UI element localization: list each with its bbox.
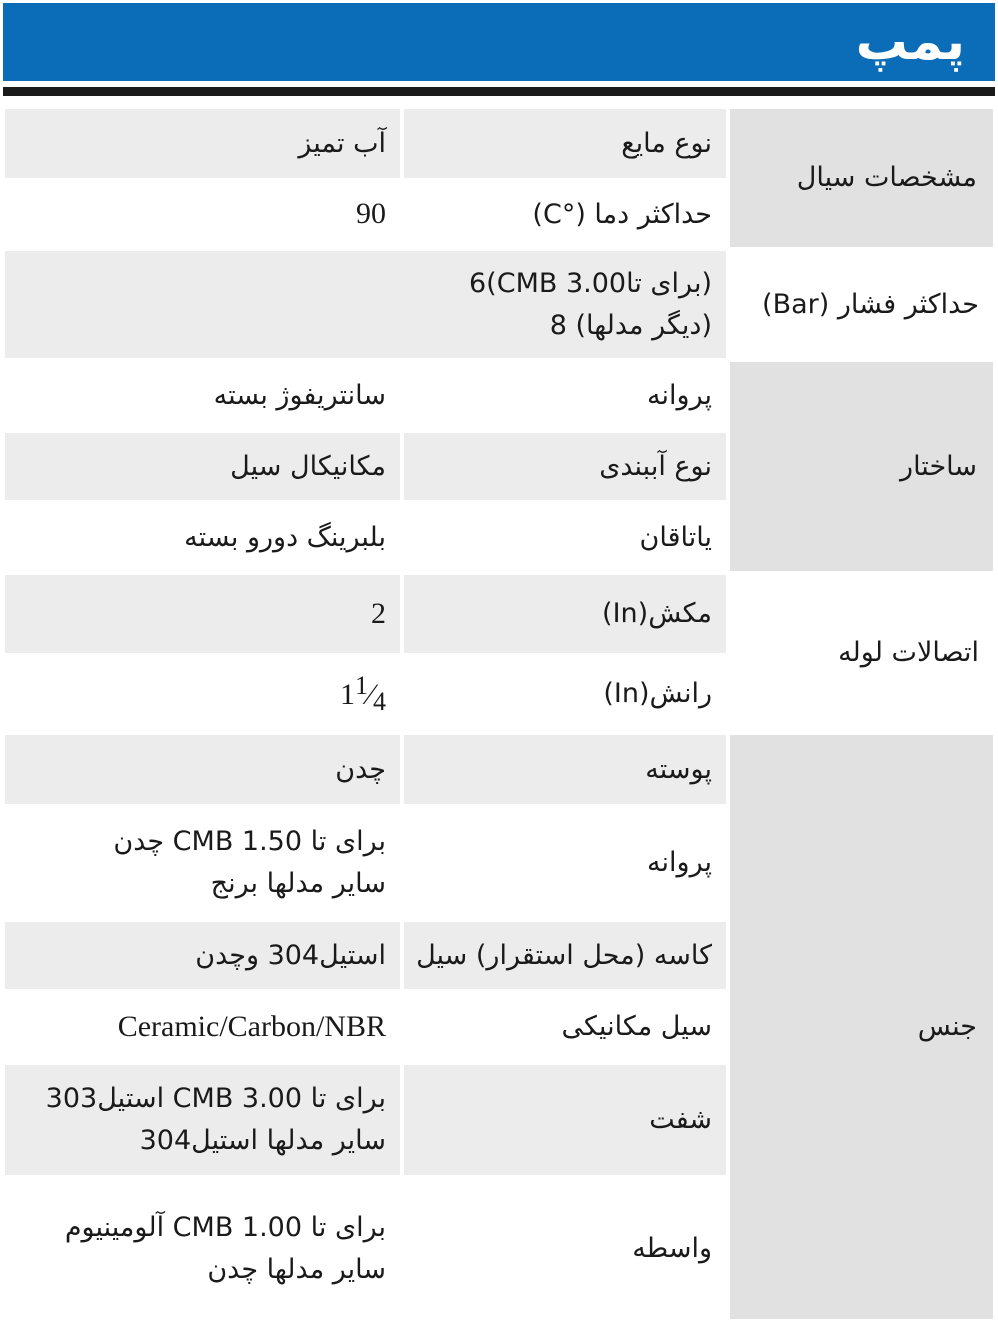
value-casing: چدن: [3, 733, 402, 806]
pressure-line-1: (برای تاCMB 3.00)6: [468, 267, 712, 299]
key-casing: پوسته: [402, 733, 728, 806]
value-seal-type: مکانیکال سیل: [3, 431, 402, 502]
value-liquid-type: آب تمیز: [3, 107, 402, 180]
category-fluid: [728, 107, 995, 249]
category-material: [728, 733, 995, 1321]
category-label: مشخصات سیال: [796, 162, 977, 194]
key-suction: مکش(In): [402, 573, 728, 655]
page-header: [3, 3, 995, 81]
key-impeller-material: پروانه: [402, 806, 728, 920]
shaft-line-1: برای تا CMB 3.00 استیل303: [45, 1083, 386, 1115]
category-label: اتصالات لوله: [838, 637, 979, 669]
adapter-line-1: برای تا CMB 1.00 آلومینیوم: [64, 1212, 386, 1244]
adapter-line-2: سایر مدلها چدن: [207, 1254, 386, 1285]
value-pressure: [3, 249, 728, 360]
spec-table: [3, 107, 995, 1333]
key-liquid-type: نوع مایع: [402, 107, 728, 180]
category-label: ساختار: [900, 450, 977, 482]
key-bearing: یاتاقان: [402, 502, 728, 573]
pressure-line-2: (دیگر مدلها) 8: [549, 309, 712, 341]
max-temp-value: 90: [356, 197, 386, 231]
mech-seal-value: Ceramic/Carbon/NBR: [117, 1009, 386, 1043]
value-bearing: بلبرینگ دورو بسته: [3, 502, 402, 573]
value-impeller-material: [3, 806, 402, 920]
fraction-whole: 1: [339, 677, 355, 711]
value-max-temp: [3, 180, 402, 249]
page-title: پمپ: [855, 12, 965, 72]
header-divider: [3, 87, 995, 96]
category-pressure: [728, 249, 995, 360]
category-label: حداکثر فشار (Bar): [762, 288, 979, 320]
category-label: جنس: [917, 1011, 977, 1043]
discharge-fraction: $1^1⁄_4$: [339, 670, 386, 716]
key-seal-housing: کاسه (محل استقرار) سیل: [402, 920, 728, 991]
key-adapter: واسطه: [402, 1177, 728, 1321]
shaft-line-2: سایر مدلها استیل304: [139, 1125, 386, 1156]
fraction-denominator: 4: [373, 686, 386, 716]
key-max-temp: حداکثر دما (°C): [402, 180, 728, 249]
key-discharge: رانش(In): [402, 655, 728, 733]
category-pipe: [728, 573, 995, 733]
value-adapter: [3, 1177, 402, 1321]
key-shaft: شفت: [402, 1063, 728, 1177]
value-discharge: [3, 655, 402, 733]
suction-value: 2: [371, 596, 386, 630]
value-impeller-type: سانتریفوژ بسته: [3, 360, 402, 431]
value-seal-housing: استیل304 وچدن: [3, 920, 402, 991]
value-suction: [3, 573, 402, 655]
impeller-material-line-2: سایر مدلها برنج: [210, 868, 386, 899]
impeller-material-line-1: برای تا CMB 1.50 چدن: [113, 826, 386, 858]
key-mech-seal: سیل مکانیکی: [402, 991, 728, 1063]
key-impeller-type: پروانه: [402, 360, 728, 431]
value-mech-seal: [3, 991, 402, 1063]
category-structure: [728, 360, 995, 573]
value-shaft: [3, 1063, 402, 1177]
key-seal-type: نوع آببندی: [402, 431, 728, 502]
fraction-numerator: 1: [354, 670, 368, 700]
